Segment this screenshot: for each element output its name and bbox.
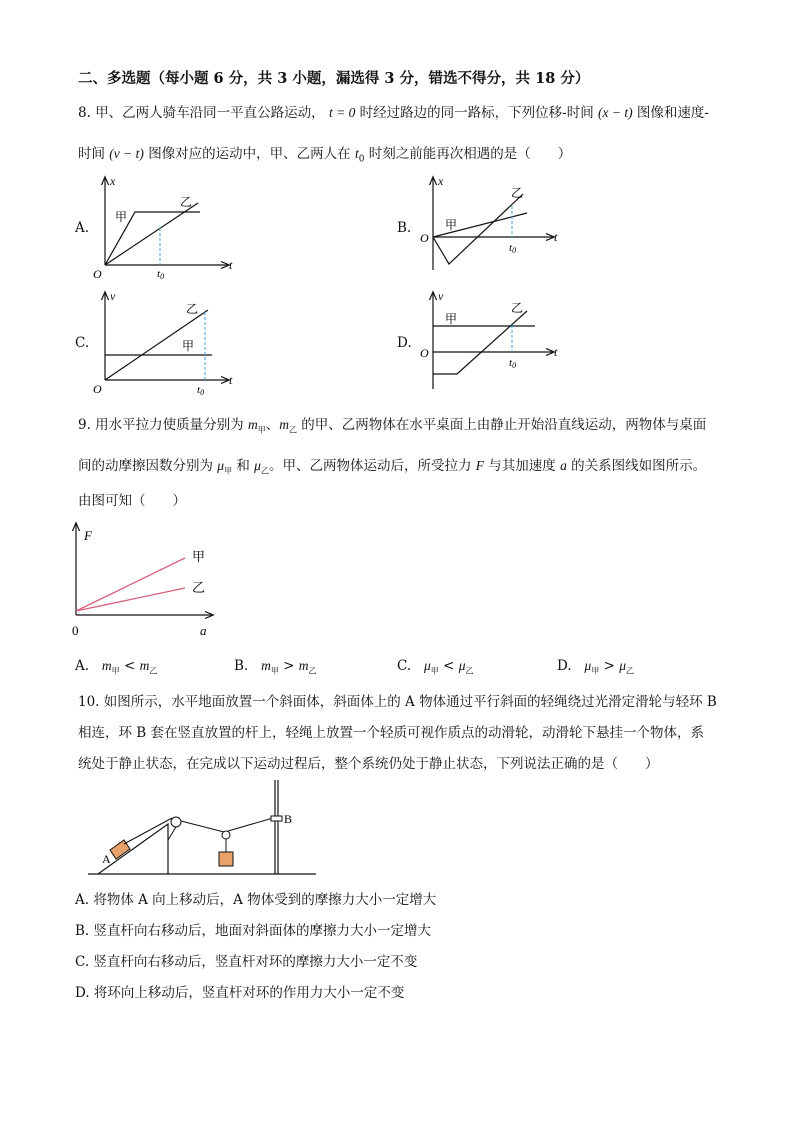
- q8-graph-c: [90, 285, 250, 395]
- option-sub-jia: 甲: [270, 666, 279, 676]
- q10-option-b: B. 竖直杆向右移动后，地面对斜面体的摩擦力大小一定增大: [75, 923, 432, 939]
- y-label: x: [110, 174, 116, 188]
- y-label: x: [438, 174, 444, 188]
- q8-line2-c: 时刻之前能再次相遇的是（ ）: [368, 146, 572, 162]
- q9-a: a: [560, 458, 567, 473]
- t0-label: t0: [197, 384, 205, 395]
- yi-label: 乙: [186, 302, 199, 316]
- option-sub-yi: 乙: [308, 666, 317, 676]
- t0-label: t0: [157, 268, 165, 280]
- origin: O: [93, 267, 102, 280]
- label-a: A: [102, 852, 111, 866]
- q8-line2-a: 时间: [78, 146, 105, 162]
- q10-option-a: A. 将物体 A 向上移动后，A 物体受到的摩擦力大小一定增大: [75, 892, 437, 908]
- q9-m-yi-sub: 乙: [288, 425, 297, 435]
- option-sub-jia: 甲: [430, 666, 439, 676]
- rope-incline: [124, 818, 172, 844]
- q9-mu-yi: μ: [254, 458, 261, 473]
- option-label: D.: [557, 658, 572, 674]
- q8-graph-a: [90, 170, 250, 280]
- q8-line1-a: 8. 甲、乙两人骑车沿同一平直公路运动，: [78, 105, 325, 121]
- q9-option-a: [75, 657, 157, 681]
- option-op: <: [123, 658, 136, 674]
- jia-label: 甲: [115, 210, 128, 224]
- t0-label: t0: [509, 357, 517, 370]
- y-label: F: [84, 528, 92, 543]
- q9-m-yi: m: [279, 417, 289, 432]
- q8-option-a-label: A.: [75, 220, 90, 236]
- option-sym: m: [101, 658, 112, 673]
- q9-m-jia: m: [247, 417, 258, 432]
- q9-option-b: [234, 657, 317, 681]
- q9-F: F: [475, 458, 484, 473]
- q9-mu-jia: μ: [217, 458, 225, 473]
- label-b: B: [284, 812, 293, 826]
- rope-left: [181, 821, 224, 832]
- option-op: <: [443, 658, 455, 674]
- q9-line2-e: 的关系图线如图所示。: [571, 458, 707, 474]
- q10-option-d: D. 将环向上移动后，竖直杆对环的作用力大小一定不变: [75, 985, 405, 1001]
- q8-line1-b: 时经过路边的同一路标，下列位移-时间: [359, 105, 594, 121]
- option-label: A.: [75, 658, 90, 674]
- x-label: t: [554, 230, 558, 244]
- hanging-weight: [219, 852, 233, 866]
- q9-sep: 、: [265, 417, 280, 433]
- option-sym-2: μ: [619, 658, 626, 673]
- q10-figure: [88, 780, 318, 885]
- option-sub-yi: 乙: [625, 666, 634, 676]
- q9-line2-d: 与其加速度: [488, 458, 556, 474]
- yi-label: 乙: [192, 580, 206, 595]
- yi-label: 乙: [511, 186, 524, 200]
- y-label: v: [438, 289, 444, 303]
- q9-mu-jia-sub: 甲: [224, 466, 233, 476]
- option-sym: m: [261, 658, 271, 673]
- q9-line2-c: 。甲、乙两物体运动后，所受拉力: [268, 458, 472, 474]
- yi-label: 乙: [511, 301, 524, 315]
- option-sym: μ: [584, 658, 592, 673]
- t0-label: t0: [509, 242, 517, 255]
- q9-line2-b: 和: [236, 458, 250, 474]
- q9-option-d: [557, 657, 634, 681]
- x-label: t: [554, 345, 558, 359]
- q8-graph-b: [415, 170, 575, 280]
- q8-option-c-label: C.: [75, 335, 90, 351]
- q8-line1-c: 图像和速度-: [636, 105, 709, 121]
- y-label: v: [110, 289, 116, 303]
- origin: 0: [72, 623, 79, 638]
- option-sub-yi: 乙: [465, 666, 474, 676]
- x-label: t: [229, 258, 233, 272]
- q9-graph: [60, 518, 220, 642]
- movable-pulley: [222, 831, 230, 839]
- yi-line: [76, 588, 185, 611]
- q8-t0-sub: 0: [358, 154, 365, 165]
- option-op: >: [603, 658, 615, 674]
- q8-graph-d: [415, 285, 575, 395]
- fixed-pulley: [171, 817, 181, 827]
- q9-mu-yi-sub: 乙: [260, 466, 269, 476]
- option-sub-jia: 甲: [111, 666, 120, 676]
- section-title: 二、多选题（每小题 6 分，共 3 小题，漏选得 3 分，错选不得分，共 18 分）: [78, 70, 590, 87]
- incline: [98, 824, 168, 874]
- q9-m-jia-sub: 甲: [257, 425, 266, 435]
- ring-b: [271, 816, 282, 821]
- jia-label: 甲: [445, 312, 458, 326]
- q8-line2-b: 图像对应的运动中，甲、乙两人在: [148, 146, 351, 162]
- jia-label: 甲: [445, 218, 458, 232]
- option-sym-2: m: [139, 658, 150, 673]
- jia-label: 甲: [192, 549, 206, 564]
- q8-t0: t: [354, 146, 359, 161]
- q10-line3: 统处于静止状态，在完成以下运动过程后，整个系统仍处于静止状态，下列说法正确的是（ ）: [78, 756, 659, 772]
- q8-line2: [78, 145, 571, 169]
- origin: O: [420, 231, 429, 245]
- q8-line1: [78, 104, 709, 122]
- q8-xt: (x − t): [598, 105, 633, 120]
- option-sub-yi: 乙: [149, 666, 158, 676]
- origin: O: [93, 382, 102, 395]
- q8-option-d-label: D.: [397, 335, 412, 351]
- q9-line3: 由图可知（ ）: [78, 493, 186, 509]
- q9-line1: [78, 416, 706, 440]
- option-sym: μ: [424, 658, 431, 673]
- option-sym-2: m: [298, 658, 309, 673]
- q9-line1-b: 的甲、乙两物体在水平桌面上由静止开始沿直线运动，两物体与桌面: [301, 417, 707, 433]
- option-label: B.: [234, 658, 249, 674]
- q10-line2: 相连，环 B 套在竖直放置的杆上，轻绳上放置一个轻质可视作质点的动滑轮，动滑轮下悬挂一个物体，系: [78, 725, 705, 741]
- rope-right: [228, 818, 273, 831]
- q9-line2: [78, 457, 706, 481]
- jia-line: [76, 558, 185, 611]
- x-label: a: [200, 623, 207, 638]
- q9-option-c: [397, 657, 473, 681]
- q9-line1-a: 9. 用水平拉力使质量分别为: [78, 417, 244, 433]
- option-label: C.: [397, 658, 412, 674]
- jia-label: 甲: [182, 339, 195, 353]
- q10-line1: 10. 如图所示，水平地面放置一个斜面体，斜面体上的 A 物体通过平行斜面的轻绳绕过光滑定滑轮与轻环 B: [78, 694, 717, 710]
- pulley-support: [168, 827, 176, 840]
- option-sub-jia: 甲: [591, 666, 600, 676]
- option-sym-2: μ: [458, 658, 466, 673]
- q8-t-eq-0: t = 0: [328, 105, 356, 120]
- x-label: t: [229, 373, 233, 387]
- q8-vt: (v − t): [109, 146, 144, 161]
- yi-label: 乙: [180, 195, 193, 209]
- q9-line2-a: 间的动摩擦因数分别为: [78, 458, 213, 474]
- q10-option-c: C. 竖直杆向右移动后，竖直杆对环的摩擦力大小一定不变: [75, 954, 418, 970]
- option-op: >: [283, 658, 295, 674]
- origin: O: [420, 346, 429, 360]
- q8-option-b-label: B.: [397, 220, 412, 236]
